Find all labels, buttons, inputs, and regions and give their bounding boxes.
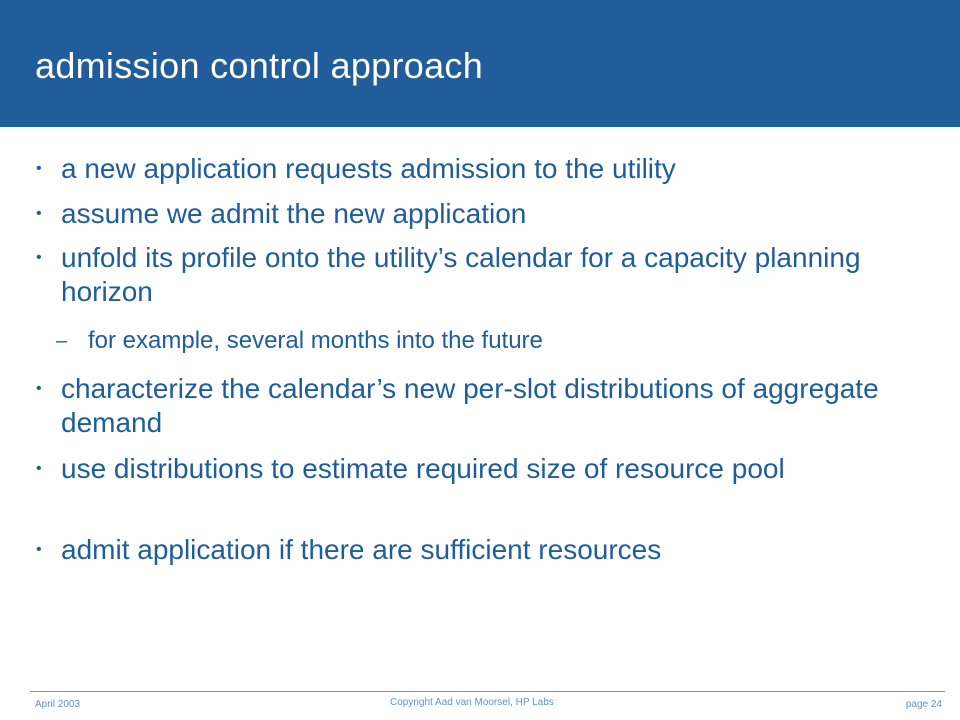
title-bar (0, 0, 960, 127)
bullet-text: assume we admit the new application (61, 198, 527, 229)
sub-bullet-item (56, 326, 908, 356)
bullet-text: admit application if there are sufficient resources (61, 534, 662, 565)
bullet-item (36, 197, 921, 231)
bullet-text: unfold its profile onto the utility’s calendar for a capacity planning horizon (61, 242, 861, 307)
bullet-dot-icon: • (36, 249, 42, 266)
bullet-dot-icon: • (36, 541, 42, 558)
slide-title: admission control approach (35, 45, 484, 86)
bullet-item (36, 152, 921, 186)
bullet-item (36, 452, 921, 486)
bullet-item (36, 372, 921, 440)
bullet-item (36, 241, 921, 309)
bullet-dot-icon: • (36, 205, 42, 222)
footer-divider (30, 691, 945, 692)
bullet-dot-icon: • (36, 460, 42, 477)
sub-bullet-text: for example, several months into the future (88, 327, 543, 354)
bullet-text: a new application requests admission to the utility (61, 153, 676, 184)
footer-copyright: Copyright Aad van Moorsel, HP Labs (390, 697, 554, 708)
footer-date: April 2003 (35, 699, 81, 710)
page-number: page 24 (905, 699, 942, 710)
bullet-dot-icon: • (36, 160, 42, 177)
bullet-text: characterize the calendar’s new per-slot distributions of aggregate demand (61, 373, 879, 438)
dash-icon: – (56, 330, 68, 352)
bullet-text: use distributions to estimate required size of resource pool (61, 453, 785, 484)
bullet-dot-icon: • (36, 380, 42, 397)
bullet-item (36, 533, 921, 567)
